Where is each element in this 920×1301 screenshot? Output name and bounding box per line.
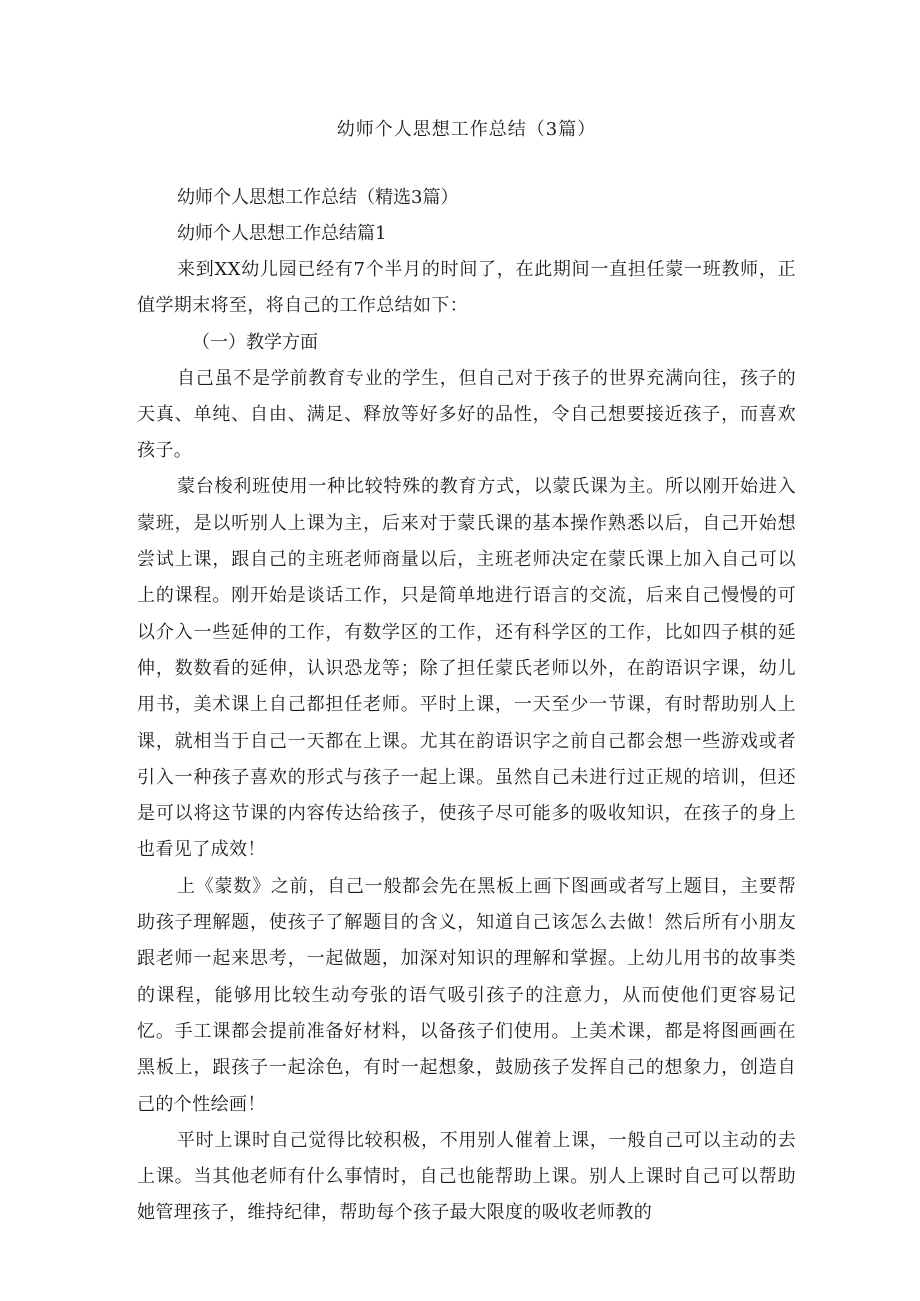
paragraph: 蒙台梭利班使用一种比较特殊的教育方式，以蒙氏课为主。所以刚开始进入蒙班，是以听别人上课为主，后来对于蒙氏课的基本操作熟悉以后，自己开始想尝试上课，跟自己的主班老师商量以后，主班老师决定在蒙氏课上加入自己可以上的课程。刚开始是谈话工作，只是简单地进行语言的交流，后来自己慢慢的可以介入一些延伸的工作，有数学区的工作，还有科学区的工作，比如四子棋的延伸，数数看的延伸，认识恐龙等；除了担任蒙氏老师以外，在韵语识字课，幼儿用书，美术课上自己都担任老师。平时上课，一天至少一节课，有时帮助别人上课，就相当于自己一天都在上课。尤其在韵语识字之前自己都会想一些游戏或者引入一种孩子喜欢的形式与孩子一起上课。虽然自己未进行过正规的培训，但还是可以将这节课的内容传达给孩子，使孩子尽可能多的吸收知识，在孩子的身上也看见了成效！: [137, 476, 796, 861]
document-title: 幼师个人思想工作总结（3篇）: [336, 119, 597, 140]
paragraph: 自己虽不是学前教育专业的学生，但自己对于孩子的世界充满向往，孩子的天真、单纯、自由、满足、释放等好多好的品性，令自己想要接近孩子，而喜欢孩子。: [137, 367, 796, 462]
paragraph: 平时上课时自己觉得比较积极，不用别人催着上课，一般自己可以主动的去上课。当其他老师有什么事情时，自己也能帮助上课。别人上课时自己可以帮助她管理孩子，维持纪律，帮助每个孩子最大限度的吸收老师教的: [137, 1129, 796, 1224]
paragraph: 上《蒙数》之前，自己一般都会先在黑板上画下图画或者写上题目，主要帮助孩子理解题，使孩子了解题目的含义，知道自己该怎么去做！然后所有小朋友跟老师一起来思考，一起做题，加深对知识的理解和掌握。上幼儿用书的故事类的课程，能够用比较生动夸张的语气吸引孩子的注意力，从而使他们更容易记忆。手工课都会提前准备好材料，以备孩子们使用。上美术课，都是将图画画在黑板上，跟孩子一起涂色，有时一起想象，鼓励孩子发挥自己的想象力，创造自己的个性绘画！: [137, 875, 796, 1115]
section-heading: （一）教学方面: [192, 331, 318, 353]
document-subtitle: 幼师个人思想工作总结（精选3篇）: [177, 187, 459, 208]
article-heading: 幼师个人思想工作总结篇1: [177, 223, 387, 244]
paragraph-intro: 来到XX幼儿园已经有7个半月的时间了，在此期间一直担任蒙一班教师，正值学期末将至，将自己的工作总结如下：: [137, 259, 796, 317]
